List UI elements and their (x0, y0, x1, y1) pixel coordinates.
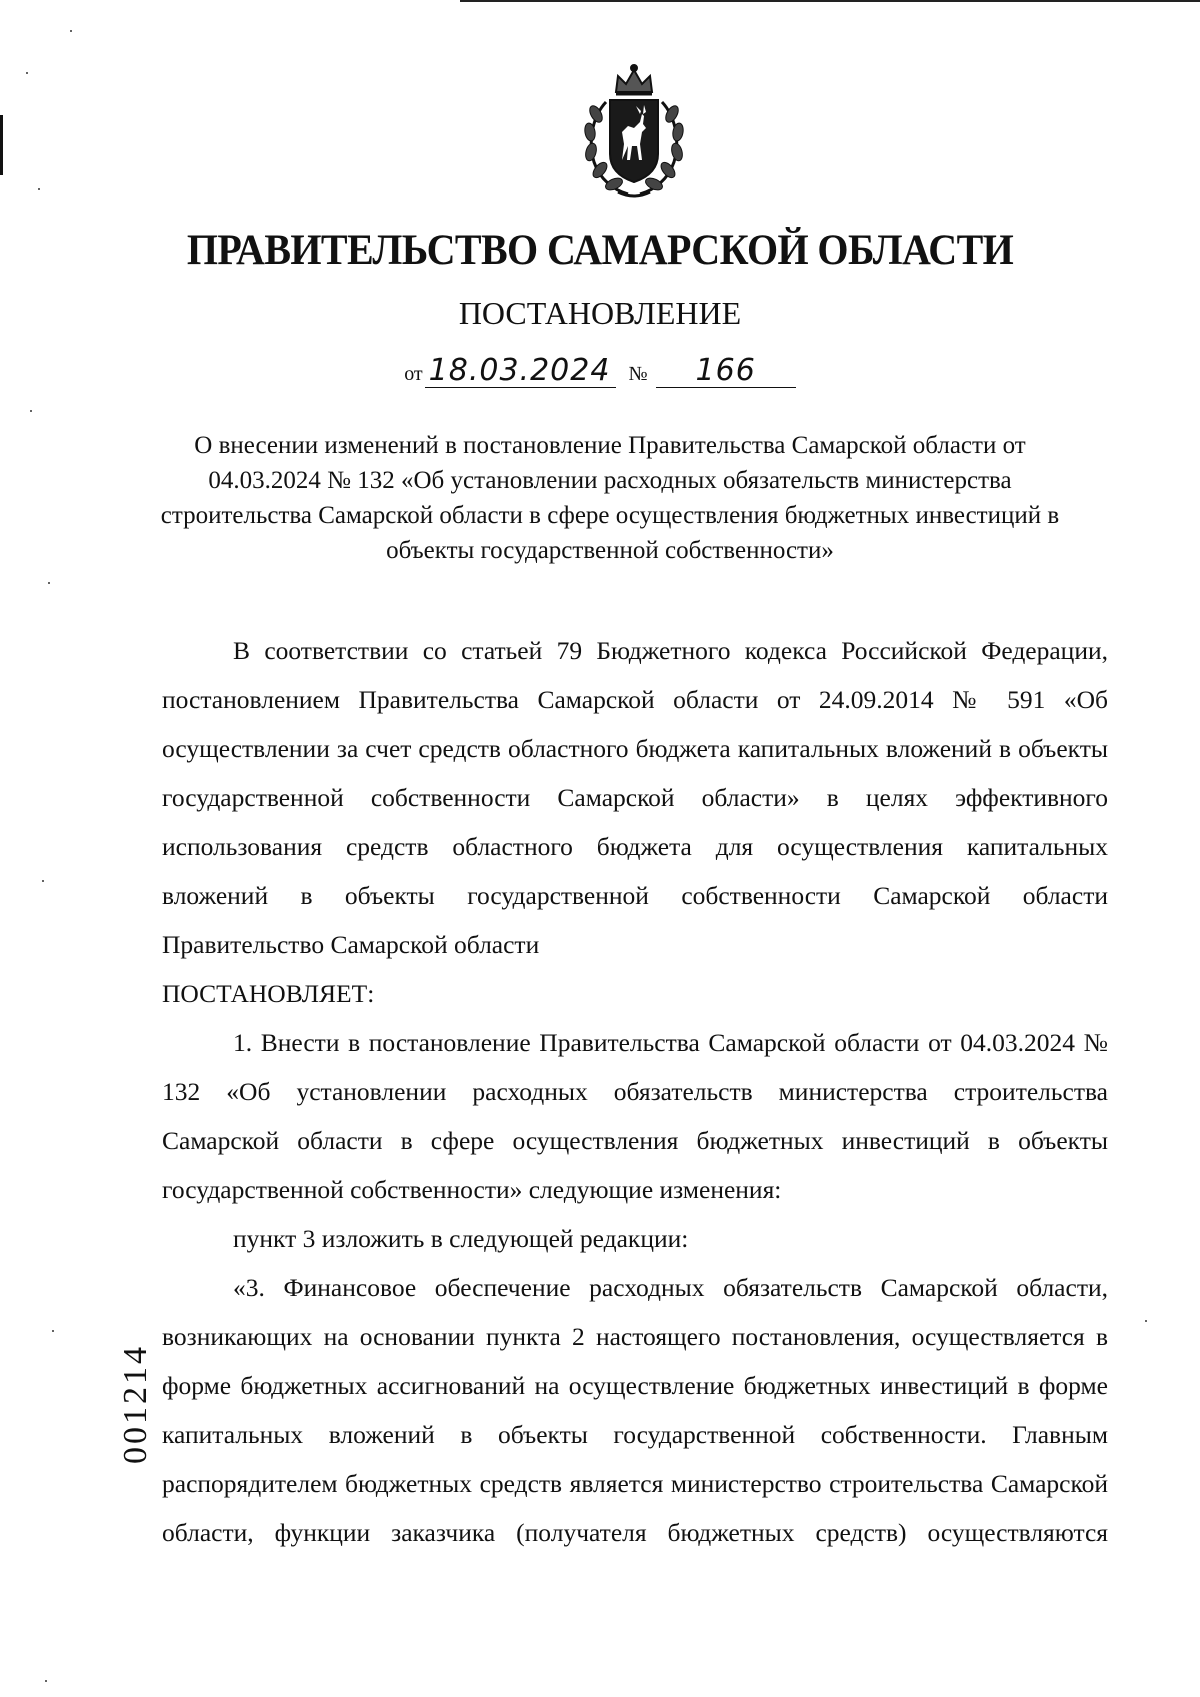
scan-speck (38, 188, 40, 190)
samara-region-coat-of-arms-icon (578, 62, 690, 202)
document-type: ПОСТАНОВЛЕНИЕ (458, 295, 742, 331)
number-sign: № (628, 363, 648, 385)
body-paragraph-point-3: пункт 3 изложить в следующей редакции: (233, 1224, 689, 1253)
document-body (162, 626, 1108, 1557)
body-paragraph-preamble: В соответствии со статьей 79 Бюджетного кодекса Российской Федерации, постановлением Правительства Самарской области от 24.09.2014 № 591 «Об осуществлении за счет средств областного бюджета капитальных вложений в объекты государственной собственности Самарской области» в целях эффективного использования средств областного бюджета для осуществления капитальных вложений в объекты государственной собственности Самарской области Правительство Самарской области (162, 636, 1108, 959)
scan-speck (48, 582, 50, 584)
scan-speck (52, 1330, 54, 1332)
body-paragraph-item-1: 1. Внести в постановление Правительства Самарской области от 04.03.2024 № 132 «Об установлении расходных обязательств министерства строительства Самарской области в сфере осуществления бюджетных инвестиций в объекты государственной собственности» следующие изменения: (162, 1028, 1108, 1204)
date-number-line (0, 353, 1200, 388)
scan-left-mark (0, 115, 3, 175)
date-prefix: от (404, 363, 423, 385)
scan-speck (1145, 1320, 1147, 1322)
handwritten-date: 18.03.2024 (425, 356, 617, 388)
scan-speck (42, 880, 44, 882)
body-paragraph-new-point-3: «3. Финансовое обеспечение расходных обязательств Самарской области, возникающих на основании пункта 2 настоящего постановления, осуществляется в форме бюджетных ассигнований на осуществление бюджетных инвестиций в форме капитальных вложений в объекты государственной собственности. Главным распорядителем бюджетных средств является министерство строительства Самарской области, функции заказчика (получателя бюджетных средств) осуществляются (162, 1273, 1108, 1547)
scan-speck (70, 30, 72, 32)
handwritten-number: 166 (656, 356, 796, 388)
scan-top-border (460, 0, 1200, 2)
document-subject: О внесении изменений в постановление Правительства Самарской области от 04.03.2024 № 132 «Об установлении расходных обязательств министерства строительства Самарской области в сфере осуществления бюджетных инвестиций в объекты государственной собственности» (160, 432, 1060, 564)
scan-speck (45, 1680, 47, 1682)
margin-registration-number: 001214 (117, 1344, 154, 1464)
scan-speck (30, 410, 32, 412)
body-resolves: ПОСТАНОВЛЯЕТ: (162, 979, 375, 1008)
government-title: ПРАВИТЕЛЬСТВО САМАРСКОЙ ОБЛАСТИ (186, 225, 1014, 274)
scan-speck (26, 72, 28, 74)
